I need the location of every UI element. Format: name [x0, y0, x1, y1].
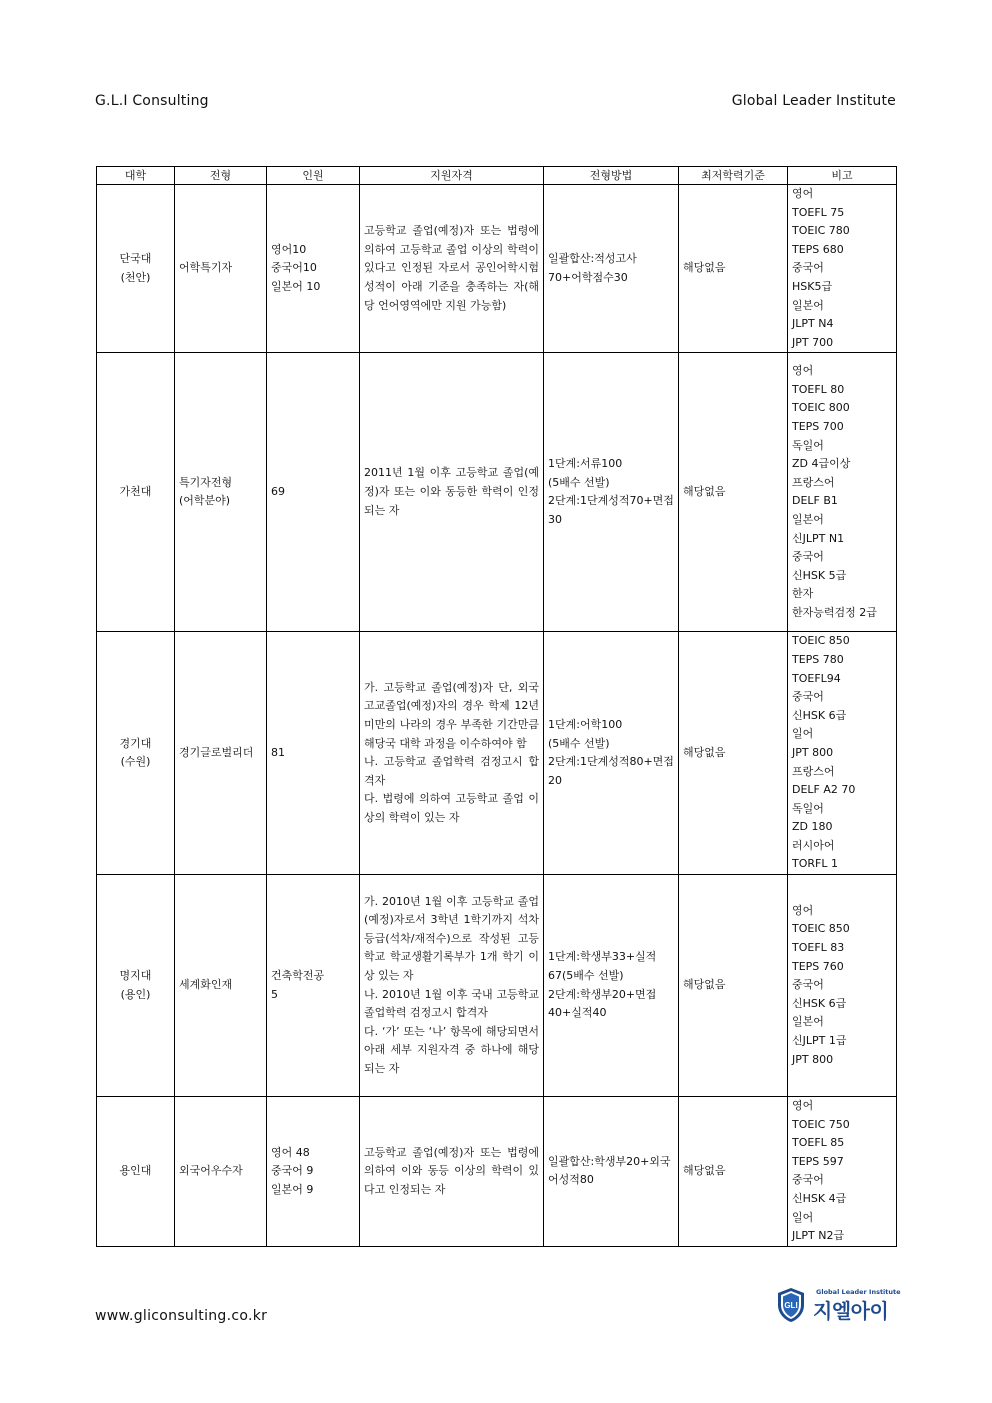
- note-line: 한자: [792, 587, 814, 601]
- cell-type: [175, 875, 267, 1097]
- cell-method: [544, 875, 679, 1097]
- note-line: TOEIC 750: [792, 1117, 850, 1131]
- note-line: 신HSK 4급: [792, 1192, 847, 1206]
- univ-campus: (수원): [120, 755, 151, 769]
- cell-univ: [97, 353, 175, 632]
- method-line: 1단계:학생부33+실적67(5배수 선발): [548, 950, 657, 982]
- cell-note: [788, 1097, 897, 1247]
- univ-name: 경기대: [119, 736, 152, 750]
- note-line: TOEFL 75: [792, 205, 845, 219]
- note-line: TEPS 597: [792, 1154, 844, 1168]
- header-company-name: G.L.I Consulting: [95, 93, 209, 109]
- type-text: (어학분야): [179, 494, 231, 508]
- note-line: 일어: [792, 727, 814, 741]
- cell-min-standard: 해당없음: [679, 1097, 788, 1247]
- note-line: 신JLPT N1: [792, 531, 845, 545]
- shield-icon: [776, 1287, 806, 1323]
- note-line: 중국어: [792, 978, 824, 992]
- note-line: 독일어: [792, 801, 824, 815]
- qualification-item: 나. 고등학교 졸업학력 검정고시 합격자: [364, 755, 539, 787]
- cell-count: [267, 632, 360, 875]
- cell-min-standard: 해당없음: [679, 632, 788, 875]
- note-line: 신HSK 5급: [792, 568, 847, 582]
- qualification-item: 가. 고등학교 졸업(예정)자 단, 외국고교졸업(예정)자의 경우 학제 12년 미만의 나라의 경우 부족한 기간만큼 해당국 대학 과정을 이수하여야 함: [364, 680, 539, 750]
- note-line: TOEFL 85: [792, 1136, 845, 1150]
- qualification-item: 나. 2010년 1월 이후 국내 고등학교 졸업학력 검정고시 합격자: [364, 987, 539, 1020]
- logo-name: 지엘아이: [813, 1299, 889, 1323]
- note-line: 중국어: [792, 1173, 824, 1187]
- univ-name: 명지대: [119, 968, 152, 982]
- note-line: 영어: [792, 1099, 814, 1113]
- note-line: TOEFL 83: [792, 941, 845, 955]
- cell-note: [788, 185, 897, 353]
- cell-min-standard: 해당없음: [679, 185, 788, 353]
- cell-note: [788, 353, 897, 632]
- count-line: 5: [271, 987, 278, 1001]
- univ-campus: (용인): [120, 987, 151, 1001]
- note-line: 일본어: [792, 512, 824, 526]
- note-line: TEPS 680: [792, 242, 844, 256]
- count-line: 중국어10: [271, 261, 317, 275]
- cell-method: [544, 1097, 679, 1247]
- cell-qualification: [360, 632, 544, 875]
- note-line: TORFL 1: [792, 857, 838, 871]
- qualification-item: 다. ‘가’ 또는 ‘나’ 항목에 해당되면서 아래 세부 지원자격 중 하나에 해당되는 자: [364, 1024, 539, 1075]
- count-line: 중국어 9: [271, 1164, 314, 1178]
- note-line: 중국어: [792, 690, 824, 704]
- note-line: TOEIC 850: [792, 634, 850, 648]
- univ-campus: (천안): [120, 270, 151, 284]
- cell-note: [788, 632, 897, 875]
- note-line: DELF A2 70: [792, 783, 856, 797]
- note-line: 프랑스어: [792, 475, 835, 489]
- cell-count: [267, 353, 360, 632]
- col-header-qualification: 지원자격: [360, 167, 544, 185]
- qualification-item: 가. 2010년 1월 이후 고등학교 졸업(예정)자로서 3학년 1학기까지 석차등급(석차/재적수)으로 작성된 고등학교 학교생활기록부가 1개 학기 이상 있는 자: [364, 894, 539, 982]
- admission-table: [96, 166, 897, 1247]
- cell-qualification: [360, 875, 544, 1097]
- note-line: 독일어: [792, 438, 824, 452]
- note-line: TOEFL 80: [792, 382, 845, 396]
- note-line: JLPT N4: [792, 317, 834, 331]
- table-row: [97, 185, 897, 353]
- cell-method: [544, 353, 679, 632]
- header-institute-name: Global Leader Institute: [731, 93, 896, 109]
- count-line: 81: [271, 745, 285, 759]
- cell-count: [267, 1097, 360, 1247]
- note-line: 신HSK 6급: [792, 996, 847, 1010]
- univ-name: 단국대: [119, 252, 152, 266]
- note-line: 러시아어: [792, 838, 835, 852]
- col-header-type: 전형: [175, 167, 267, 185]
- method-line: 1단계:서류100: [548, 457, 623, 471]
- col-header-min-standard: 최저학력기준: [679, 167, 788, 185]
- note-line: JPT 800: [792, 745, 834, 759]
- qualification-text: 고등학교 졸업(예정)자 또는 법령에 의하여 이와 동등 이상의 학력이 있다고 인정되는 자: [364, 1145, 539, 1196]
- note-line: TOEIC 850: [792, 922, 850, 936]
- method-line: 2단계:1단계성적70+면접30: [548, 494, 674, 526]
- note-line: JLPT N2급: [792, 1229, 845, 1243]
- table-header-row: [97, 167, 897, 185]
- note-line: 신JLPT 1급: [792, 1034, 847, 1048]
- note-line: TEPS 700: [792, 419, 844, 433]
- cell-type: [175, 353, 267, 632]
- cell-univ: [97, 1097, 175, 1247]
- method-line: 1단계:어학100: [548, 718, 623, 732]
- cell-univ: [97, 185, 175, 353]
- note-line: 일본어: [792, 1015, 824, 1029]
- note-line: TEPS 760: [792, 959, 844, 973]
- note-line: JPT 700: [792, 335, 834, 349]
- cell-method: [544, 185, 679, 353]
- note-line: TOEFL94: [792, 671, 841, 685]
- table-row: [97, 632, 897, 875]
- note-line: 일본어: [792, 298, 824, 312]
- cell-min-standard: 해당없음: [679, 875, 788, 1097]
- note-line: 일어: [792, 1210, 814, 1224]
- type-text: 경기글로벌리더: [179, 745, 254, 759]
- cell-qualification: [360, 1097, 544, 1247]
- type-text: 외국어우수자: [179, 1164, 243, 1178]
- cell-count: [267, 875, 360, 1097]
- qualification-item: 다. 법령에 의하여 고등학교 졸업 이상의 학력이 있는 자: [364, 792, 539, 824]
- count-line: 영어10: [271, 242, 307, 256]
- table-row: [97, 353, 897, 632]
- type-text: 특기자전형: [179, 475, 233, 489]
- count-line: 건축학전공: [271, 968, 325, 982]
- note-line: DELF B1: [792, 494, 838, 508]
- method-line: (5배수 선발): [548, 475, 610, 489]
- note-line: ZD 180: [792, 820, 833, 834]
- cell-qualification: [360, 353, 544, 632]
- note-line: HSK5급: [792, 279, 833, 293]
- count-line: 영어 48: [271, 1145, 310, 1159]
- note-line: 중국어: [792, 550, 824, 564]
- note-line: 프랑스어: [792, 764, 835, 778]
- count-line: 69: [271, 485, 285, 499]
- logo-tagline: Global Leader Institute: [816, 1288, 901, 1296]
- count-line: 일본어 10: [271, 279, 321, 293]
- note-line: ZD 4급이상: [792, 457, 851, 471]
- note-line: 영어: [792, 187, 814, 200]
- col-header-univ: 대학: [97, 167, 175, 185]
- cell-type: [175, 1097, 267, 1247]
- cell-note: [788, 875, 897, 1097]
- note-line: 영어: [792, 903, 814, 917]
- cell-type: [175, 185, 267, 353]
- type-text: 세계화인재: [179, 978, 233, 992]
- gli-logo: [776, 1287, 901, 1325]
- note-line: TEPS 780: [792, 652, 844, 666]
- col-header-count: 인원: [267, 167, 360, 185]
- method-line: 2단계:학생부20+면접40+실적40: [548, 987, 657, 1020]
- col-header-note: 비고: [788, 167, 897, 185]
- cell-min-standard: 해당없음: [679, 353, 788, 632]
- note-line: JPT 800: [792, 1052, 834, 1066]
- cell-count: [267, 185, 360, 353]
- method-line: 일괄합산:적성고사 70+어학점수30: [548, 252, 637, 284]
- note-line: 중국어: [792, 261, 824, 275]
- count-line: 일본어 9: [271, 1182, 314, 1196]
- note-line: TOEIC 780: [792, 224, 850, 238]
- cell-method: [544, 632, 679, 875]
- univ-name: 용인대: [119, 1164, 152, 1178]
- note-line: TOEIC 800: [792, 401, 850, 415]
- method-line: (5배수 선발): [548, 736, 610, 750]
- note-line: 한자능력검정 2급: [792, 605, 877, 619]
- method-line: 일괄합산:학생부20+외국어성적80: [548, 1154, 671, 1187]
- logo-mark-text: GLI: [784, 1301, 798, 1310]
- cell-qualification: [360, 185, 544, 353]
- univ-name: 가천대: [119, 485, 152, 499]
- cell-type: [175, 632, 267, 875]
- table-row: [97, 1097, 897, 1247]
- type-text: 어학특기자: [179, 261, 233, 275]
- cell-univ: [97, 875, 175, 1097]
- table-row: [97, 875, 897, 1097]
- note-line: 신HSK 6급: [792, 708, 847, 722]
- qualification-text: 고등학교 졸업(예정)자 또는 법령에 의하여 고등학교 졸업 이상의 학력이 있다고 인정된 자로서 공인어학시험 성적이 아래 기준을 충족하는 자(해당 언어영역에만 지원 가능함): [364, 224, 539, 312]
- col-header-method: 전형방법: [544, 167, 679, 185]
- footer-website-url: www.gliconsulting.co.kr: [95, 1308, 268, 1324]
- cell-univ: [97, 632, 175, 875]
- method-line: 2단계:1단계성적80+면접20: [548, 755, 674, 787]
- note-line: 영어: [792, 364, 814, 378]
- qualification-text: 2011년 1월 이후 고등학교 졸업(예정)자 또는 이와 동등한 학력이 인정되는 자: [364, 466, 539, 517]
